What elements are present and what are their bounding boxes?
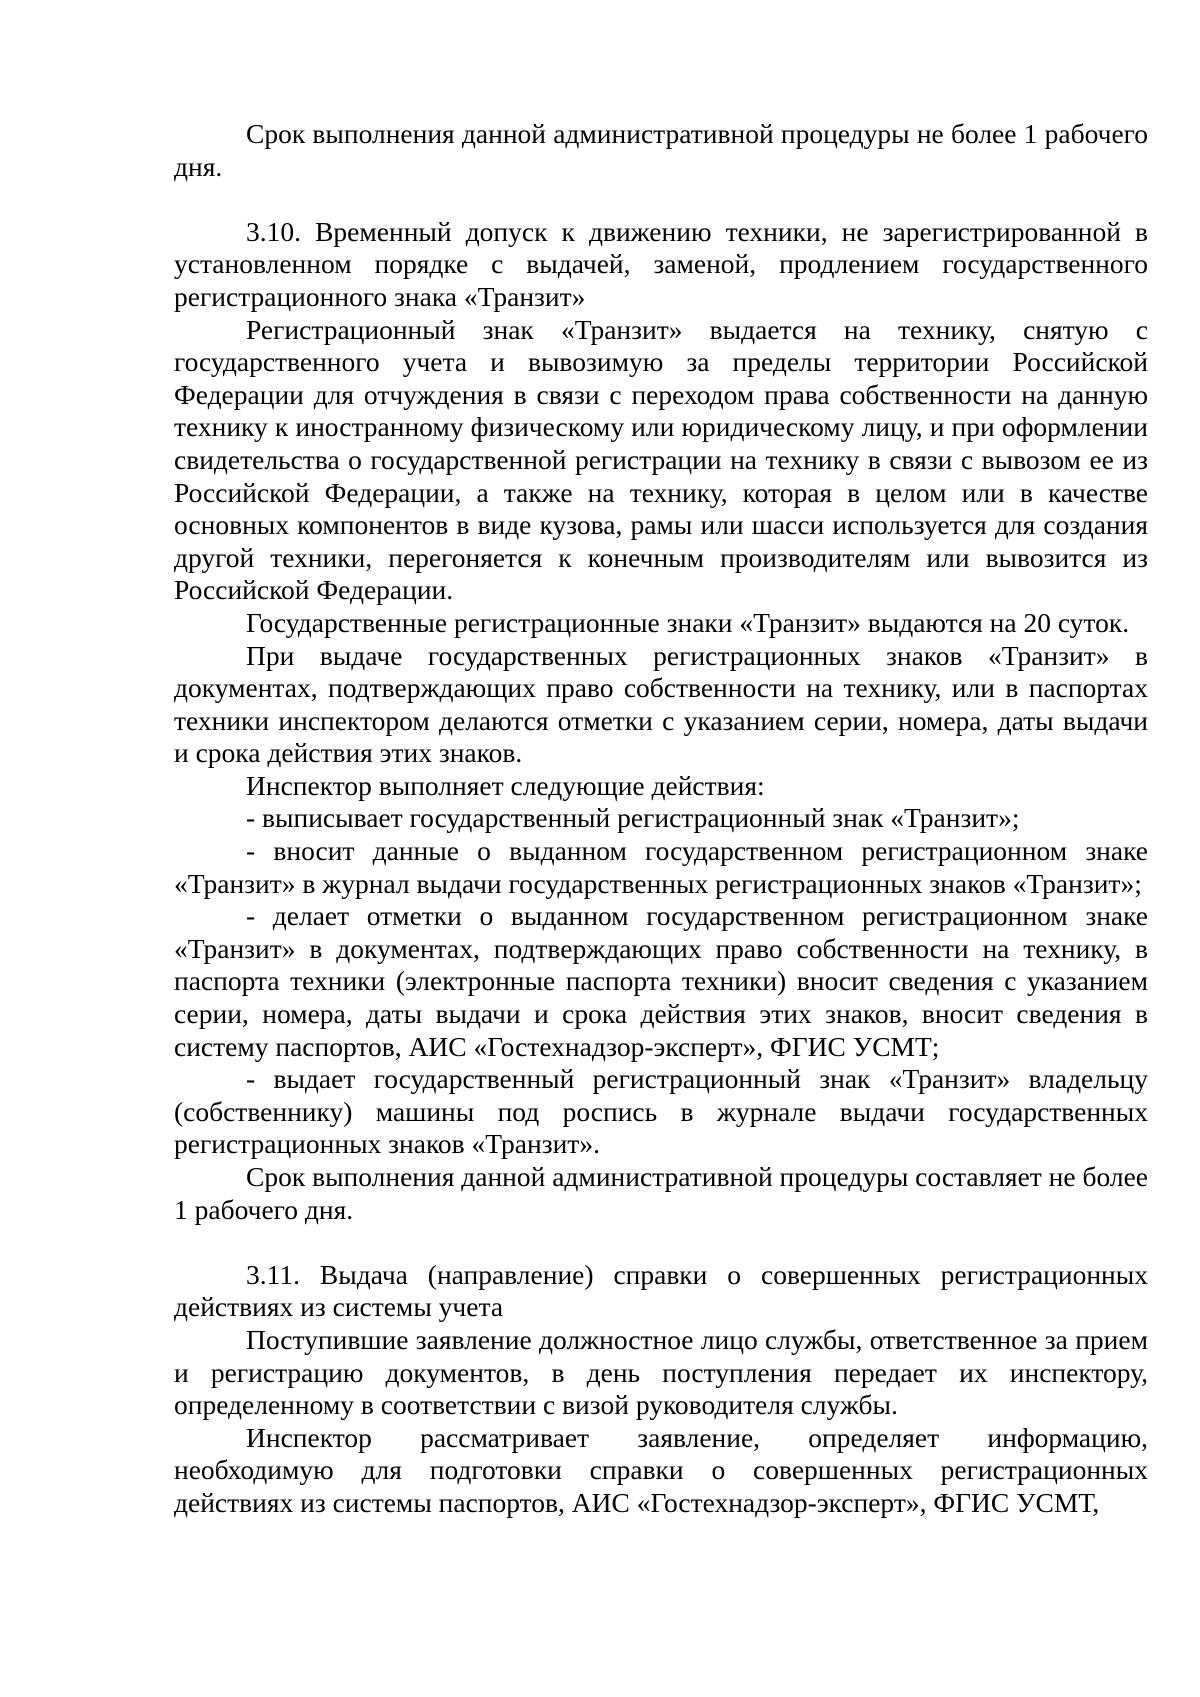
section-heading-3-11: 3.11. Выдача (направление) справки о совершенных регистрационных действиях из системы учета bbox=[174, 1258, 1148, 1323]
paragraph-transit-validity: Государственные регистрационные знаки «Транзит» выдаются на 20 суток. bbox=[246, 606, 1130, 638]
document-page bbox=[174, 118, 1148, 1520]
paragraph-application-received: Поступившие заявление должностное лицо службы, ответственное за прием и регистрацию документов, в день поступления передает их инспектору, определенному в соответствии с визой руководителя службы. bbox=[174, 1323, 1148, 1421]
list-item-action-3: - делает отметки о выданном государственном регистрационном знаке «Транзит» в документах, подтверждающих право собственности на технику, в паспорта техники (электронные паспорта техники) вносит сведения с указанием серии, номера, даты выдачи и срока действия этих знаков, вносит сведения в систему паспортов, АИС «Гостехнадзор-эксперт», ФГИС УСМТ; bbox=[174, 900, 1148, 1062]
section-heading-3-10: 3.10. Временный допуск к движению техники, не зарегистрированной в установленном порядке с выдачей, заменой, продлением государственного регистрационного знака «Транзит» bbox=[174, 215, 1148, 312]
paragraph-inspector-actions: Инспектор выполняет следующие действия: bbox=[246, 769, 765, 801]
paragraph-transit-marks: При выдаче государственных регистрационных знаков «Транзит» в документах, подтверждающих право собственности на технику, или в паспортах техники инспектором делаются отметки с указанием серии, номера, даты выдачи и срока действия этих знаков. bbox=[174, 639, 1148, 769]
paragraph-transit-sign-issue: Регистрационный знак «Транзит» выдается на технику, снятую с государственного учета и вывозимую за пределы территории Российской Федерации для отчуждения в связи с переходом права собственности на данную технику к иностранному физическому или юридическому лицу, и при оформлении свидетельства о государственной регистрации на технику в связи с вывозом ее из Российской Федерации, а также на технику, которая в целом или в качестве основных компонентов в виде кузова, рамы или шасси используется для создания другой техники, перегоняется к конечным производителям или вывозится из Российской Федерации. bbox=[174, 313, 1148, 606]
list-item-action-2: - вносит данные о выданном государственном регистрационном знаке «Транзит» в журнал выдачи государственных регистрационных знаков «Транзит»; bbox=[174, 835, 1148, 899]
list-item-action-1: - выписывает государственный регистрационный знак «Транзит»; bbox=[246, 802, 1020, 834]
paragraph-term-3-9: Срок выполнения данной административной процедуры не более 1 рабочего дня. bbox=[174, 118, 1148, 182]
paragraph-term-3-10: Срок выполнения данной административной процедуры составляет не более 1 рабочего дня. bbox=[174, 1161, 1148, 1225]
list-item-action-4: - выдает государственный регистрационный знак «Транзит» владельцу (собственнику) машины под роспись в журнале выдачи государственных регистрационных знаков «Транзит». bbox=[174, 1063, 1148, 1160]
paragraph-inspector-reviews: Инспектор рассматривает заявление, определяет информацию, необходимую для подготовки справки о совершенных регистрационных действиях из системы паспортов, АИС «Гостехнадзор-эксперт», ФГИС УСМТ, bbox=[174, 1421, 1148, 1518]
